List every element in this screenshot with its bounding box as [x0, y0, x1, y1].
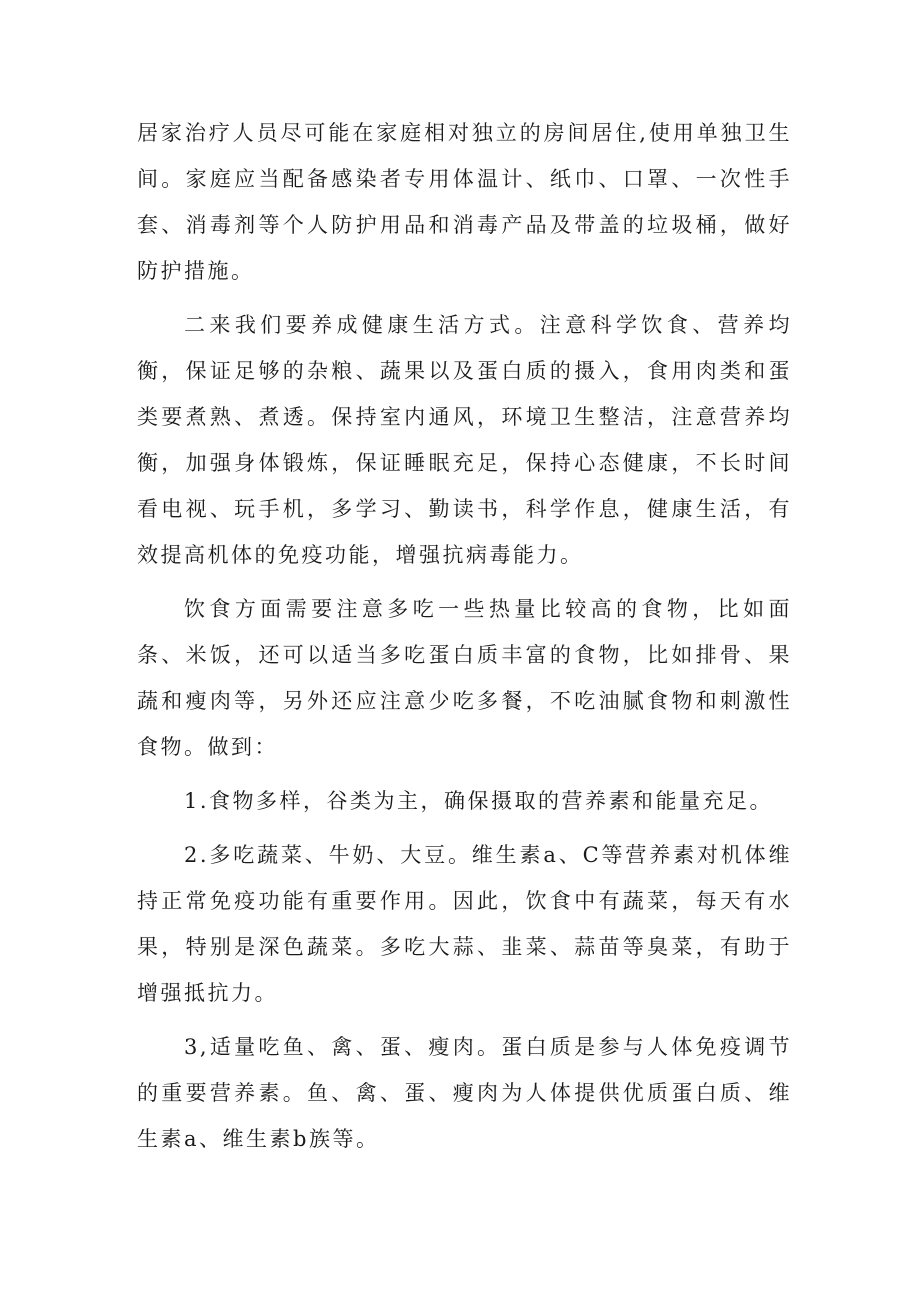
list-item-fish-poultry-eggs: 3,适量吃鱼、禽、蛋、瘦肉。蛋白质是参与人体免疫调节的重要营养素。鱼、禽、蛋、瘦肉为人体提供优质蛋白质、维生素a、维生素b族等。	[137, 1035, 792, 1151]
list-item-vegetables-milk-soy: 2.多吃蔬菜、牛奶、大豆。维生素a、C等营养素对机体维持正常免疫功能有重要作用。因此，饮食中有蔬菜，每天有水果，特别是深色蔬菜。多吃大蒜、韭菜、蒜苗等臭菜，有助于增强抵抗力。	[137, 843, 792, 1005]
paragraph-healthy-lifestyle: 二来我们要养成健康生活方式。注意科学饮食、营养均衡，保证足够的杂粮、蔬果以及蛋白质的摄入，食用肉类和蛋类要煮熟、煮透。保持室内通风，环境卫生整洁，注意营养均衡，加强身体锻炼，保证睡眠充足，保持心态健康，不长时间看电视、玩手机，多学习、勤读书，科学作息，健康生活，有效提高机体的免疫功能，增强抗病毒能力。	[137, 313, 792, 567]
paragraph-diet-advice: 饮食方面需要注意多吃一些热量比较高的食物，比如面条、米饭，还可以适当多吃蛋白质丰富的食物，比如排骨、果蔬和瘦肉等，另外还应注意少吃多餐，不吃油腻食物和刺激性食物。做到：	[137, 597, 792, 759]
paragraph-home-isolation: 居家治疗人员尽可能在家庭相对独立的房间居住,使用单独卫生间。家庭应当配备感染者专用体温计、纸巾、口罩、一次性手套、消毒剂等个人防护用品和消毒产品及带盖的垃圾桶，做好防护措施。	[137, 121, 792, 283]
document-body	[137, 110, 792, 1170]
list-item-food-variety: 1.食物多样，谷类为主，确保摄取的营养素和能量充足。	[184, 789, 774, 813]
